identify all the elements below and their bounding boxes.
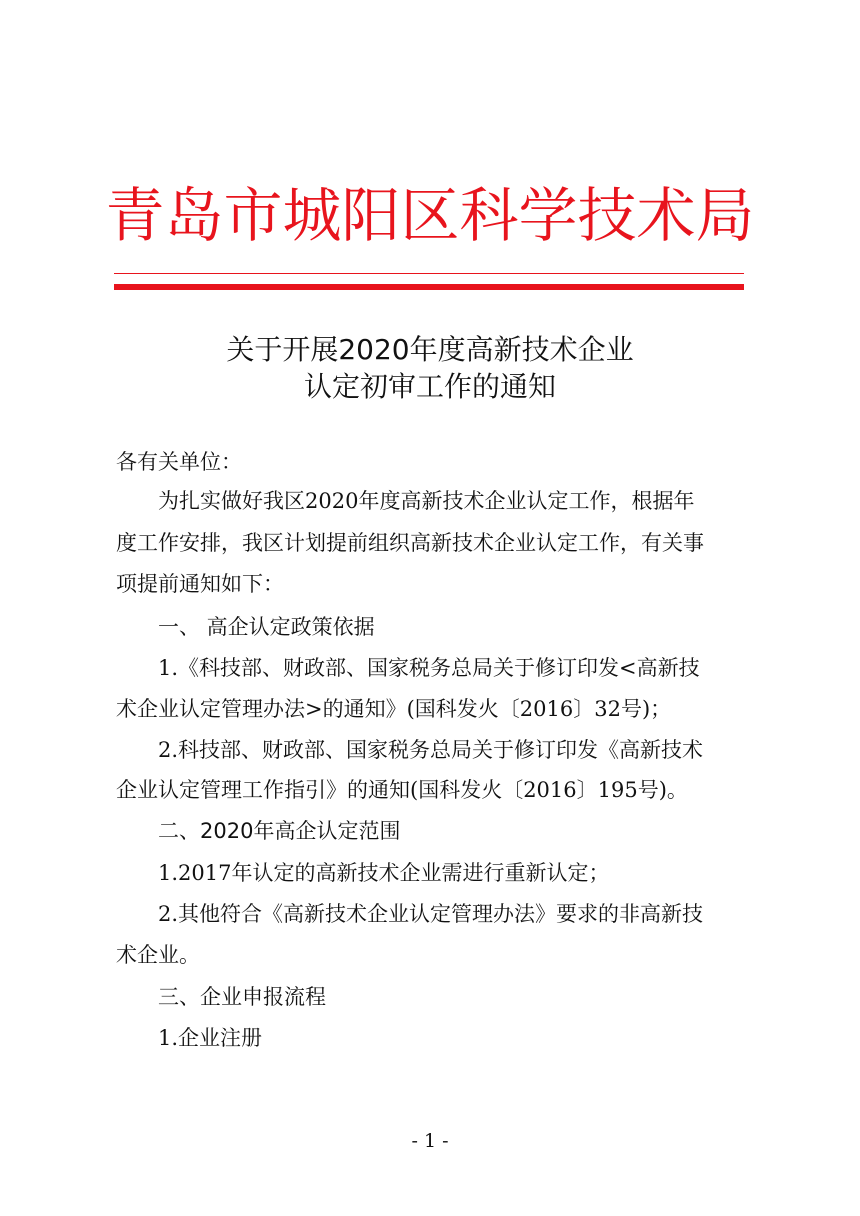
section-1-item-2-line-2: 企业认定管理工作指引》的通知(国科发火〔2016〕195号)。 bbox=[116, 778, 688, 802]
section-1-item-1-line-1: 1.《科技部、财政部、国家税务总局关于修订印发<高新技 bbox=[158, 656, 700, 680]
masthead-thick-rule bbox=[114, 284, 744, 290]
section-2-item-2-line-1: 2.其他符合《高新技术企业认定管理办法》要求的非高新技 bbox=[158, 902, 704, 926]
section-1-heading: 一、 高企认定政策依据 bbox=[158, 615, 375, 639]
section-1-item-2-line-1: 2.科技部、财政部、国家税务总局关于修订印发《高新技术 bbox=[158, 738, 704, 762]
notice-title-line-2: 认定初审工作的通知 bbox=[303, 370, 556, 403]
intro-line-1: 为扎实做好我区2020年度高新技术企业认定工作，根据年 bbox=[158, 489, 695, 513]
section-1-item-1-line-2: 术企业认定管理办法>的通知》(国科发火〔2016〕32号)； bbox=[116, 697, 672, 721]
section-2-item-2-line-2: 术企业。 bbox=[116, 943, 200, 967]
section-2-item-1: 1.2017年认定的高新技术企业需进行重新认定； bbox=[158, 861, 610, 885]
issuing-authority-masthead: 青岛市城阳区科学技术局 bbox=[105, 181, 755, 250]
section-3-heading: 三、企业申报流程 bbox=[158, 985, 326, 1009]
intro-line-3: 项提前通知如下： bbox=[116, 572, 284, 596]
section-3-item-1: 1.企业注册 bbox=[158, 1026, 263, 1050]
notice-title-line-1: 关于开展2020年度高新技术企业 bbox=[226, 333, 634, 366]
masthead-thin-rule bbox=[114, 273, 744, 274]
section-2-heading: 二、2020年高企认定范围 bbox=[158, 819, 401, 843]
salutation: 各有关单位： bbox=[116, 450, 242, 474]
intro-line-2: 度工作安排，我区计划提前组织高新技术企业认定工作，有关事 bbox=[116, 531, 704, 555]
page-number: - 1 - bbox=[411, 1130, 449, 1152]
